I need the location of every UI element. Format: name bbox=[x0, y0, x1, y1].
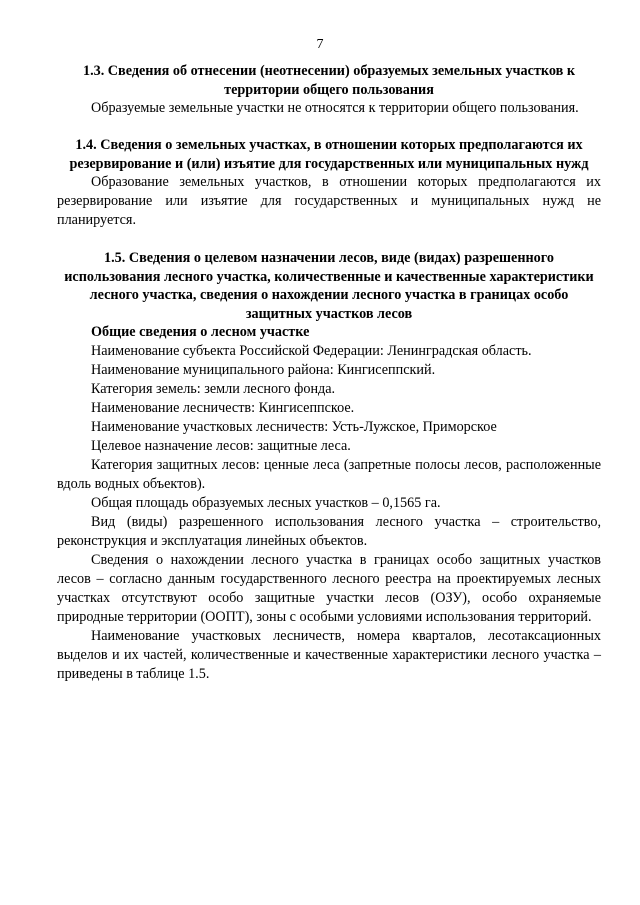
section-1-3 bbox=[57, 62, 601, 118]
section-1-5-title: 1.5. Сведения о целевом назначении лесов, виде (видах) разрешенного использования лесного участка, количественные и качественные характеристики лесного участка, сведения о нахождении лесного участка в границах особо защитных участков лесов bbox=[64, 250, 594, 322]
paragraph-permitted-use: Вид (виды) разрешенного использования лесного участка – строительство, реконструкция и эксплуатация линейных объектов. bbox=[57, 513, 601, 549]
info-line-district-forestries: Наименование участковых лесничеств: Усть-Лужское, Приморское bbox=[91, 418, 497, 435]
info-line-purpose: Целевое назначение лесов: защитные леса. bbox=[91, 437, 351, 454]
section-1-4 bbox=[57, 136, 601, 230]
info-line-forestry: Наименование лесничеств: Кингисеппское. bbox=[91, 399, 355, 416]
paragraph-protected-areas: Сведения о нахождении лесного участка в границах особо защитных участков лесов – согласно данным государственного лесного реестра на проектируемых лесных участках отсутствуют особо защитные участки лесов (ОЗУ), особо охраняемые природные территории (ООПТ), зоны с особыми условиями использования территорий. bbox=[57, 551, 601, 625]
paragraph-table-reference: Наименование участковых лесничеств, номера кварталов, лесотаксационных выделов и их частей, количественные и качественные характеристики лесного участка – приведены в таблице 1.5. bbox=[57, 627, 601, 682]
info-line-region: Наименование субъекта Российской Федерации: Ленинградская область. bbox=[91, 342, 532, 359]
section-1-5 bbox=[57, 249, 601, 684]
page-number: 7 bbox=[316, 37, 324, 52]
page-content bbox=[57, 62, 601, 684]
section-spacer bbox=[57, 230, 601, 249]
forest-plot-subheading: Общие сведения о лесном участке bbox=[91, 324, 310, 340]
info-line-district: Наименование муниципального района: Кингисеппский. bbox=[91, 361, 436, 378]
paragraph-protective-category: Категория защитных лесов: ценные леса (запретные полосы лесов, расположенные вдоль водных объектов). bbox=[57, 456, 601, 492]
section-1-3-title: 1.3. Сведения об отнесении (неотнесении) образуемых земельных участков к территории общего пользования bbox=[82, 63, 576, 98]
section-1-3-text: Образуемые земельные участки не относятся к территории общего пользования. bbox=[91, 100, 579, 116]
paragraph-total-area: Общая площадь образуемых лесных участков – 0,1565 га. bbox=[91, 494, 441, 511]
info-line-land-category: Категория земель: земли лесного фонда. bbox=[91, 380, 336, 397]
section-1-4-text: Образование земельных участков, в отношении которых предполагаются их резервирование или изъятие для государственных и муниципальных нужд не планируется. bbox=[57, 174, 601, 228]
section-1-4-title: 1.4. Сведения о земельных участках, в отношении которых предполагаются их резервирование и (или) изъятие для государственных или муниципальных нужд bbox=[69, 137, 589, 172]
section-spacer bbox=[57, 118, 601, 136]
